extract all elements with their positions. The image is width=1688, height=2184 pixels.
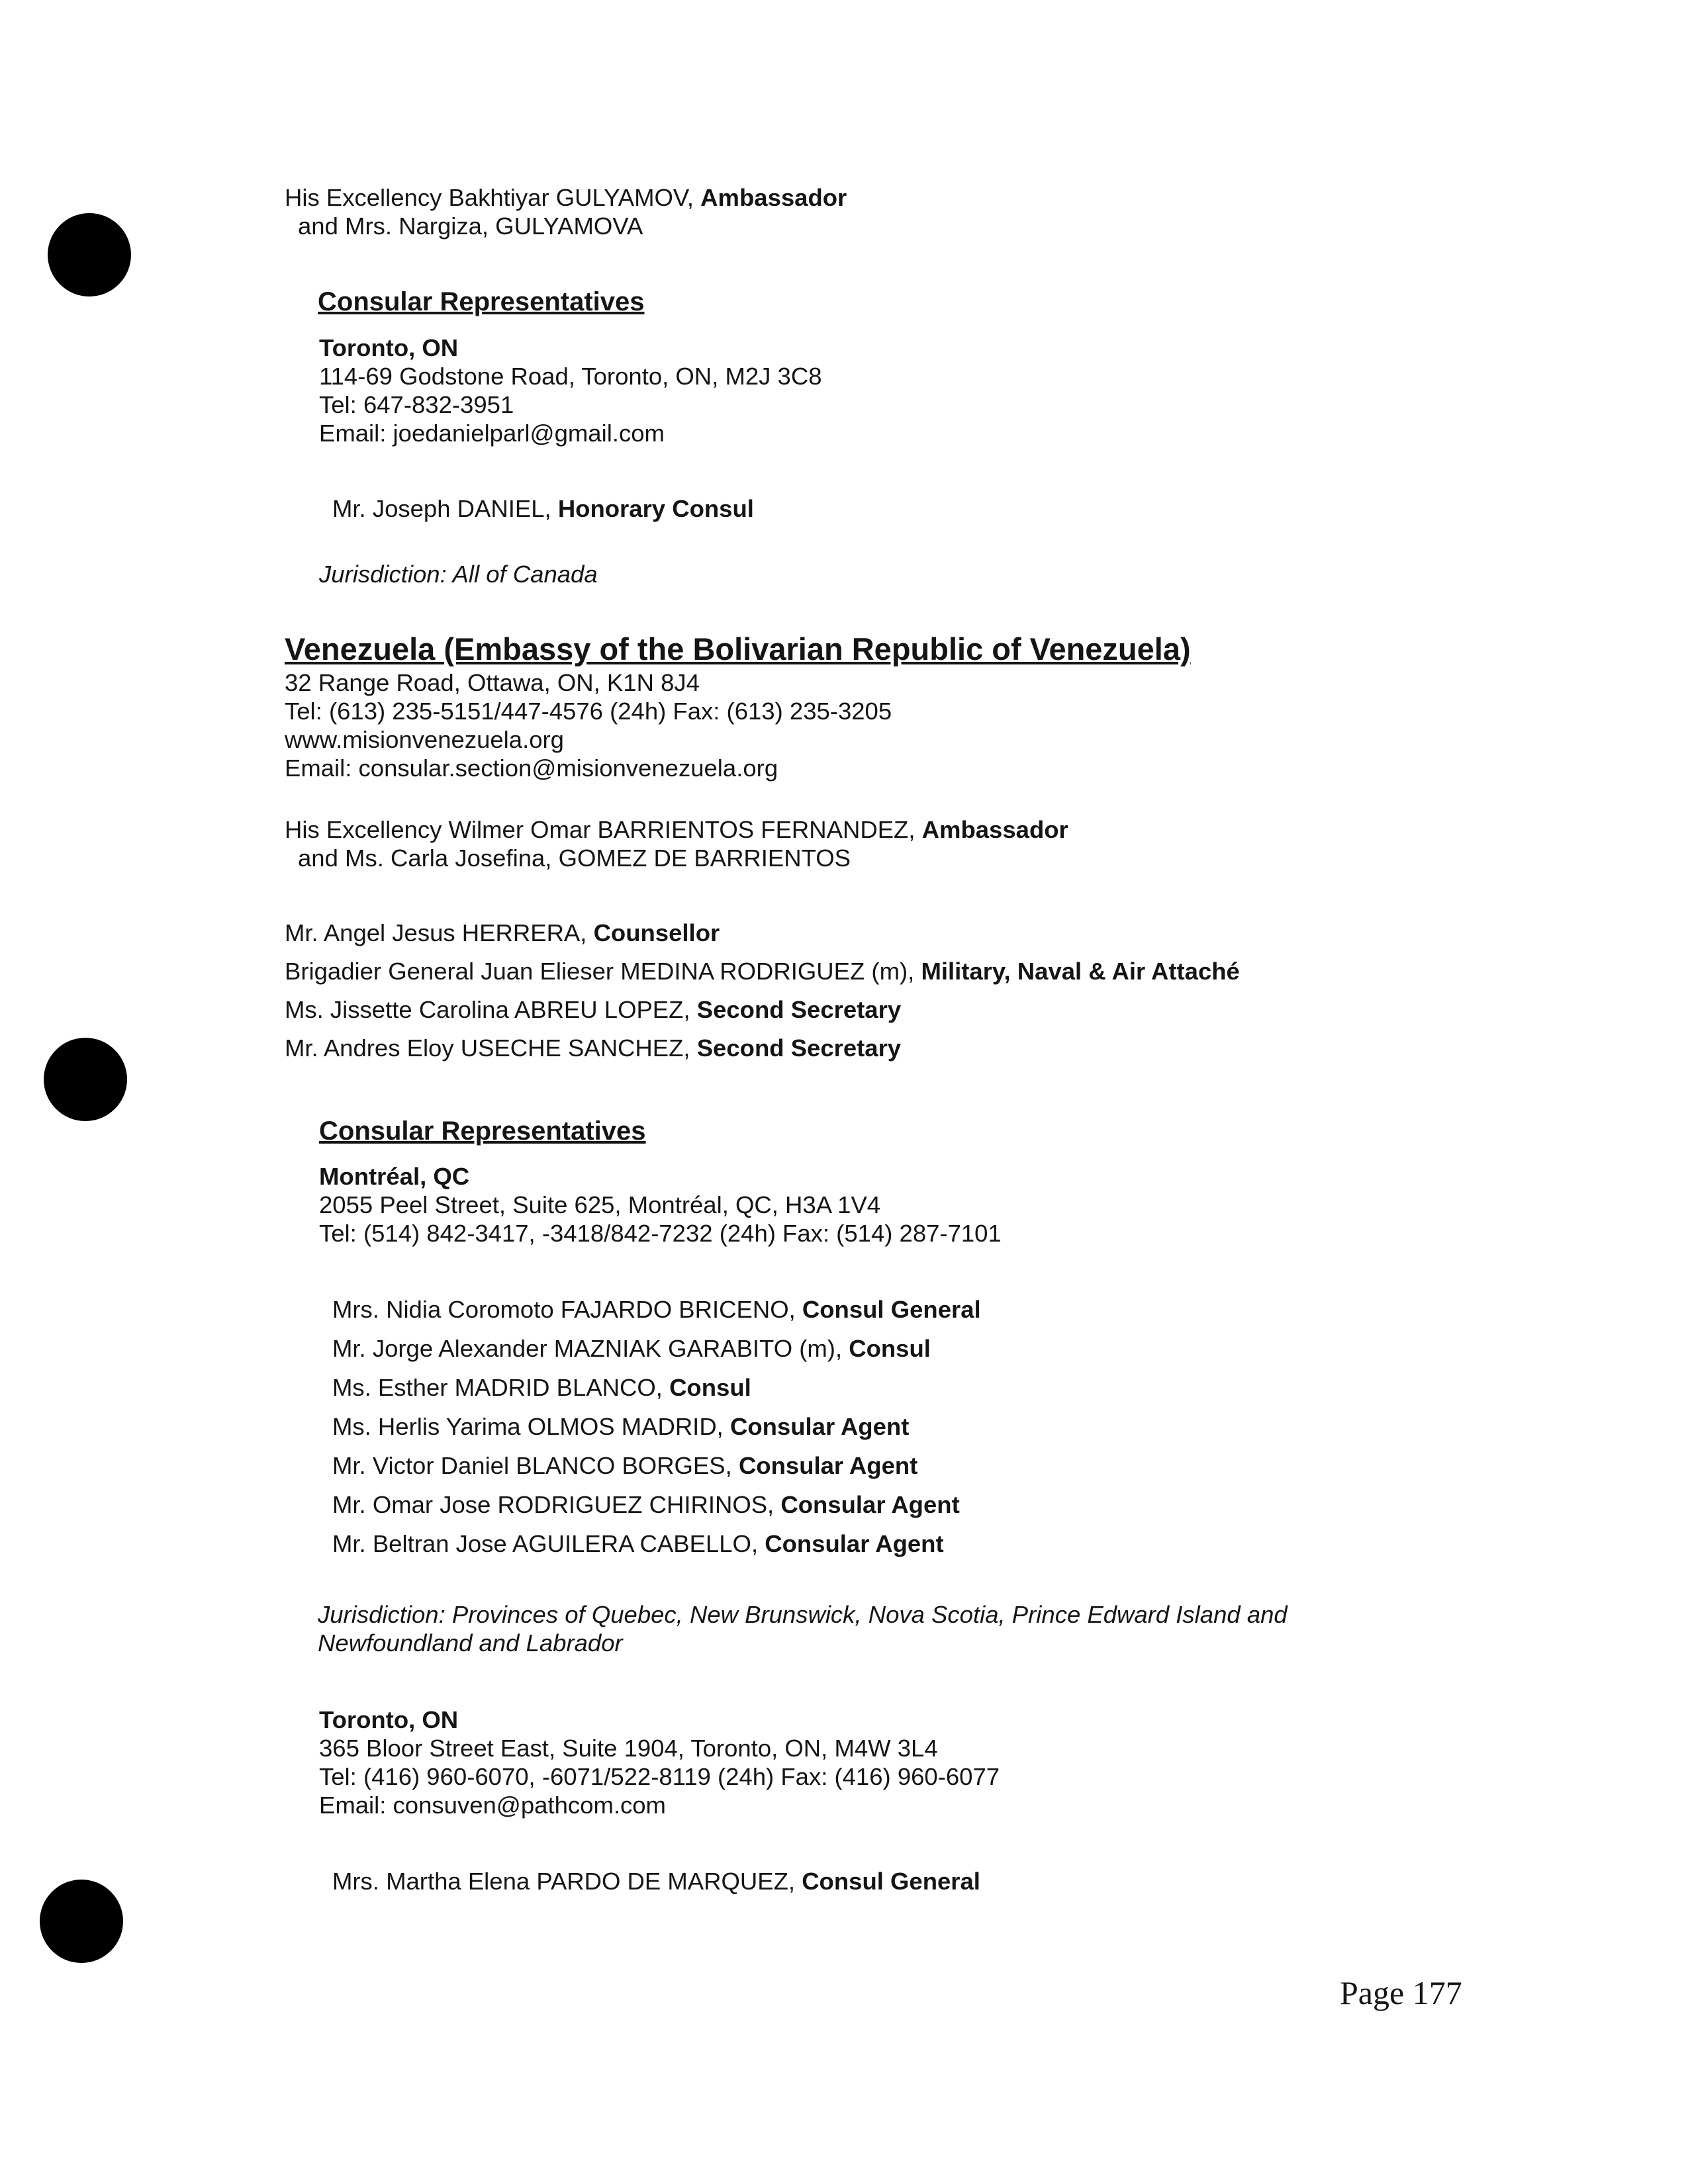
consular-staff-row: Mrs. Nidia Coromoto FAJARDO BRICENO, Consul General	[332, 1296, 981, 1323]
jurisdiction-note: Jurisdiction: All of Canada	[319, 561, 598, 588]
uzbek-ambassador-block	[285, 183, 847, 240]
embassy-tel: Tel: (613) 235-5151/447-4576 (24h) Fax: (613) 235-3205	[285, 698, 892, 725]
punch-hole-bottom	[40, 1880, 123, 1963]
ambassador-line: His Excellency Bakhtiyar GULYAMOV, Ambassador	[285, 184, 847, 211]
toronto-office	[319, 1706, 1000, 1819]
embassy-address: 32 Range Road, Ottawa, ON, K1N 8J4	[285, 669, 700, 696]
montreal-office	[319, 1162, 1002, 1248]
consular-staff-row: Ms. Esther MADRID BLANCO, Consul	[332, 1374, 751, 1401]
staff-row: Mr. Angel Jesus HERRERA, Counsellor	[285, 919, 720, 946]
consular-staff-row: Mrs. Martha Elena PARDO DE MARQUEZ, Consul General	[332, 1868, 980, 1895]
consular-staff-row: Mr. Victor Daniel BLANCO BORGES, Consular Agent	[332, 1452, 918, 1479]
consular-staff-row: Mr. Jorge Alexander MAZNIAK GARABITO (m), Consul	[332, 1335, 931, 1362]
page-number: Page 177	[1340, 1974, 1462, 2011]
consular-staff-row: Ms. Herlis Yarima OLMOS MADRID, Consular Agent	[332, 1413, 910, 1440]
venezuela-ambassador-block	[285, 815, 1068, 872]
office-city: Toronto, ON	[319, 334, 459, 361]
consular-heading: Consular Representatives	[319, 1116, 646, 1146]
ambassador-line: His Excellency Wilmer Omar BARRIENTOS FERNANDEZ, Ambassador	[285, 816, 1068, 843]
office-address: 2055 Peel Street, Suite 625, Montréal, QC, H3A 1V4	[319, 1191, 881, 1218]
consular-staff-row: Mr. Beltran Jose AGUILERA CABELLO, Consular Agent	[332, 1530, 944, 1557]
spouse-line: and Mrs. Nargiza, GULYAMOVA	[298, 212, 643, 240]
punch-hole-top	[48, 213, 131, 296]
office-city: Toronto, ON	[319, 1706, 459, 1733]
spouse-line: and Ms. Carla Josefina, GOMEZ DE BARRIENTOS	[298, 844, 851, 872]
office-tel: Tel: (514) 842-3417, -3418/842-7232 (24h) Fax: (514) 287-7101	[319, 1220, 1002, 1247]
office-tel: Tel: 647-832-3951	[319, 391, 514, 418]
office-email: Email: consuven@pathcom.com	[319, 1792, 666, 1819]
punch-hole-middle	[44, 1038, 127, 1121]
staff-row: Brigadier General Juan Elieser MEDINA RODRIGUEZ (m), Military, Naval & Air Attaché	[285, 958, 1240, 985]
consular-staff-row: Mr. Omar Jose RODRIGUEZ CHIRINOS, Consular Agent	[332, 1491, 960, 1518]
office-address: 114-69 Godstone Road, Toronto, ON, M2J 3C8	[319, 363, 822, 390]
office-tel: Tel: (416) 960-6070, -6071/522-8119 (24h) Fax: (416) 960-6077	[319, 1763, 1000, 1790]
embassy-website: www.misionvenezuela.org	[285, 726, 564, 753]
staff-row: Mr. Andres Eloy USECHE SANCHEZ, Second Secretary	[285, 1034, 902, 1062]
uzbek-toronto-office	[319, 334, 822, 447]
office-city: Montréal, QC	[319, 1163, 470, 1190]
staff-row: Ms. Jissette Carolina ABREU LOPEZ, Second Secretary	[285, 996, 902, 1023]
jurisdiction-note: Jurisdiction: Provinces of Quebec, New Brunswick, Nova Scotia, Prince Edward Island and Newfoundland and Labrador	[318, 1601, 1288, 1657]
office-email: Email: joedanielparl@gmail.com	[319, 420, 665, 447]
country-heading: Venezuela (Embassy of the Bolivarian Republic of Venezuela)	[285, 631, 1191, 666]
consular-heading: Consular Representatives	[318, 287, 645, 316]
embassy-email: Email: consular.section@misionvenezuela.org	[285, 754, 778, 782]
embassy-contact-block	[285, 668, 892, 782]
office-address: 365 Bloor Street East, Suite 1904, Toronto, ON, M4W 3L4	[319, 1735, 938, 1762]
honorary-consul-line: Mr. Joseph DANIEL, Honorary Consul	[332, 495, 754, 522]
